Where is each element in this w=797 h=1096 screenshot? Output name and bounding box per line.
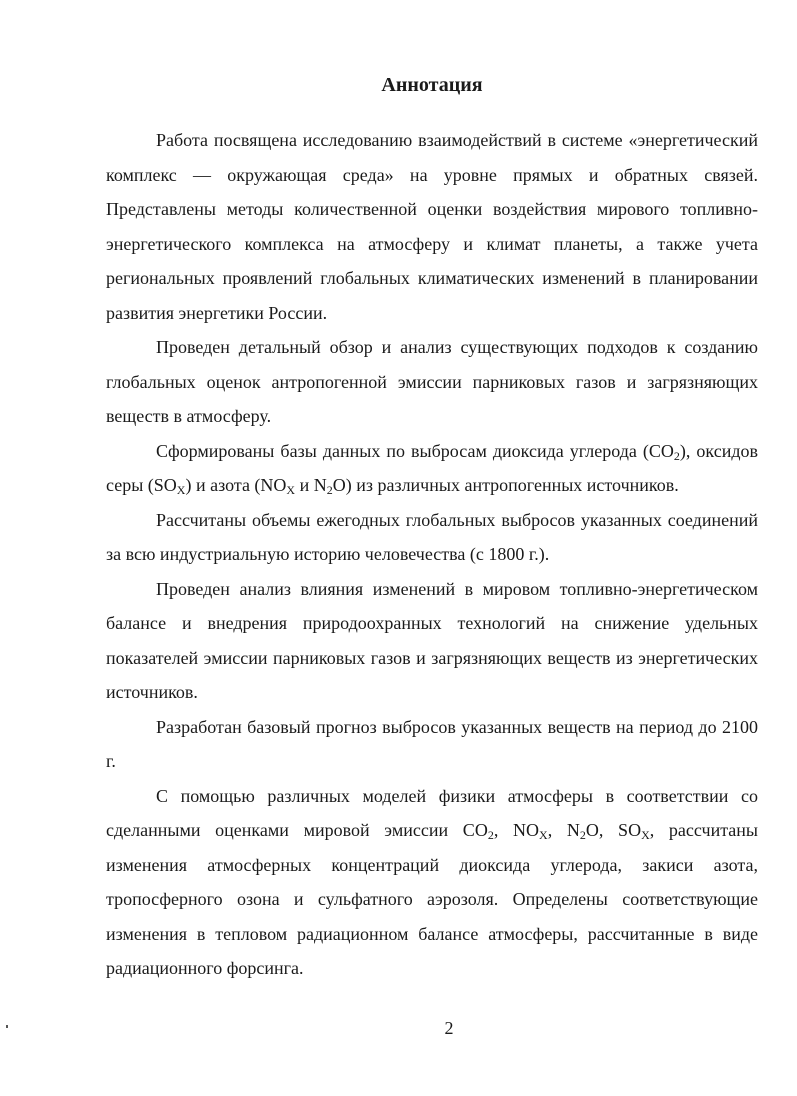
page-number: 2 [444,1018,454,1038]
paragraph-4: Рассчитаны объемы ежегодных глобальных выбросов указанных соединений за всю индустриальную историю человечества (с 1800 г.). [106,509,758,564]
paragraph-6: Разработан базовый прогноз выбросов указанных веществ на период до 2100 г. [106,716,758,771]
page-title: Аннотация [381,74,483,96]
paragraph-7: С помощью различных моделей физики атмосферы в соответствии со сделанными оценками мировой эмиссии $CO_2$, $NO_X$, $N_2O$, $SO_X$, рассчитаны изменения атмосферных концентраций диоксида углерода, закиси азота, тропосферного озона и сульфатного аэрозоля. Определены соответствующие изменения в тепловом радиационном балансе атмосферы, рассчитанные в виде радиационного форсинга. [106,785,759,978]
annotation-body [106,123,758,986]
paragraph-3: Сформированы базы данных по выбросам диоксида углерода $(CO_2)$, оксидов серы $(SO_X)$ и азота ($NO_X$ и $N_2O$) из различных антропогенных источников. [106,440,758,497]
paragraph-5: Проведен анализ влияния изменений в мировом топливно-энергетическом балансе и внедрения природоохранных технологий на снижение удельных показателей эмиссии парниковых газов и загрязняющих веществ из энергетических источников. [106,578,758,702]
scan-speck [6,1025,8,1028]
paragraph-2: Проведен детальный обзор и анализ существующих подходов к созданию глобальных оценок антропогенной эмиссии парниковых газов и загрязняющих веществ в атмосферу. [106,337,758,426]
paragraph-1: Работа посвящена исследованию взаимодействий в системе «энергетический комплекс — окружающая среда» на уровне прямых и обратных связей. Представлены методы количественной оценки воздействия мирового топливно-энергетического комплекса на атмосферу и климат планеты, а также учета региональных проявлений глобальных климатических изменений в планировании развития энергетики России. [106,130,758,323]
